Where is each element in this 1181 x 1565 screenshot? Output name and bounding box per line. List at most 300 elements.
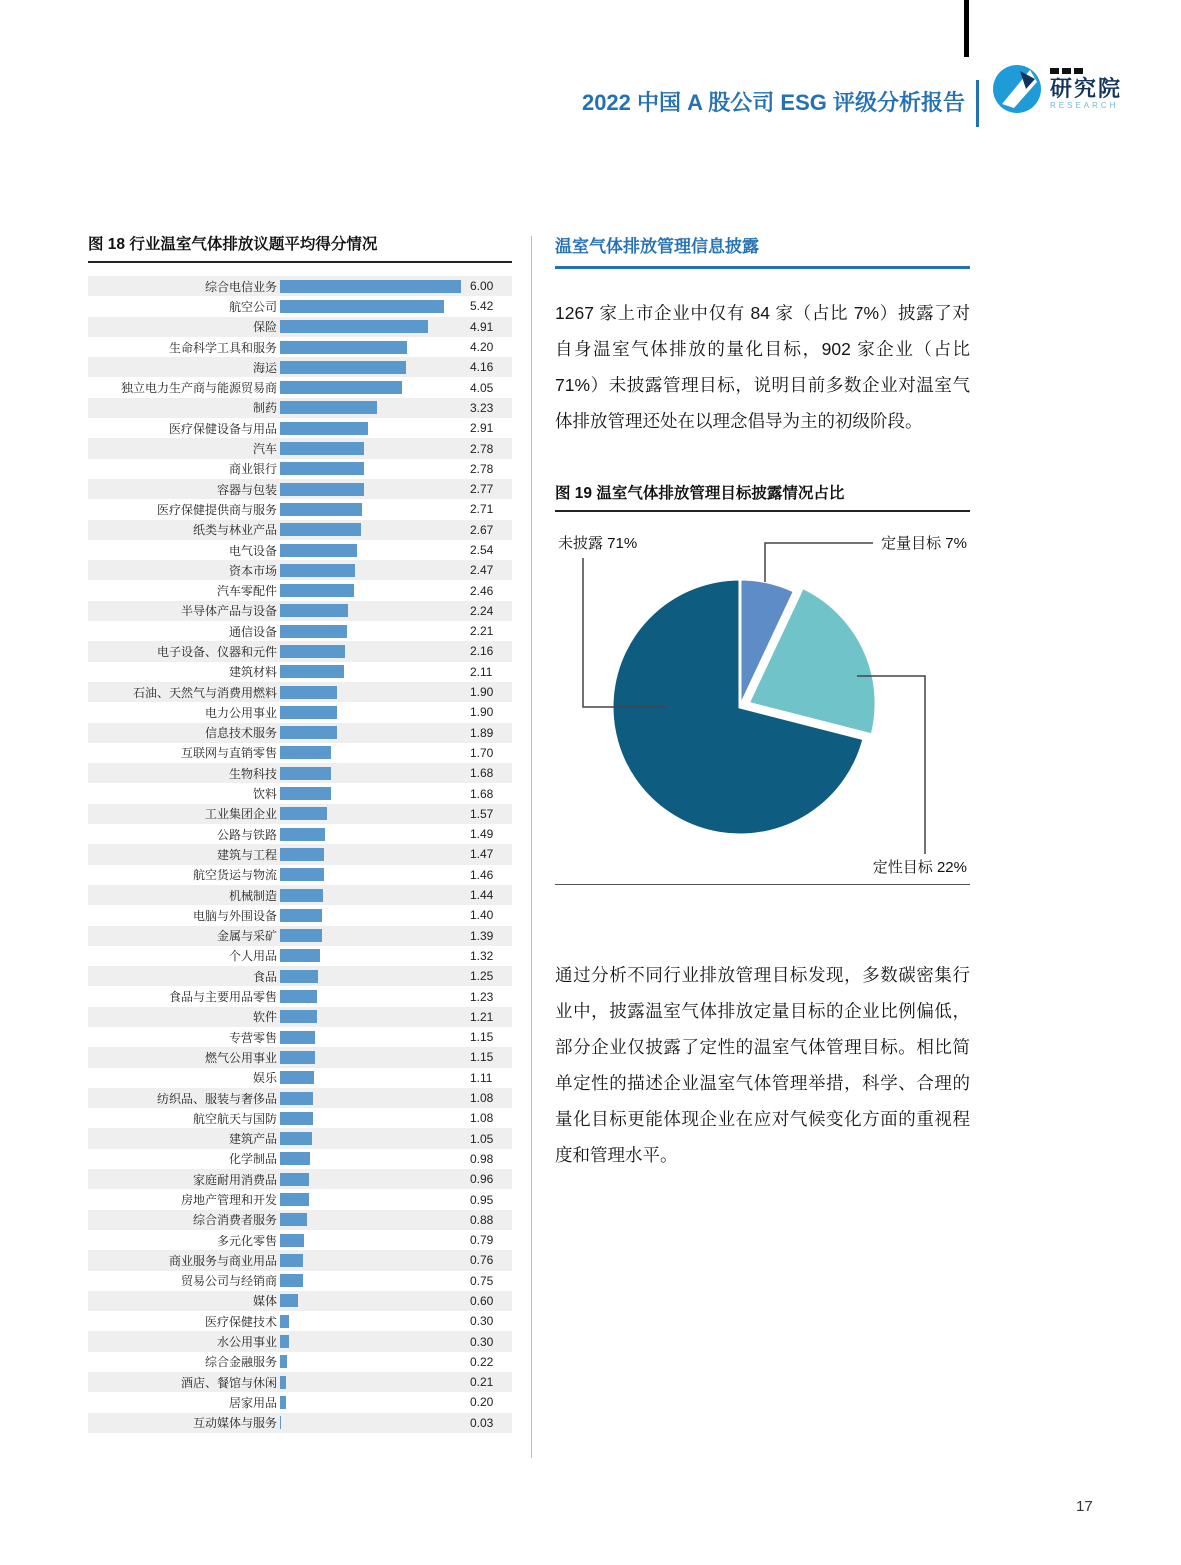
bar-category-label: 建筑材料 [228,665,277,680]
bar-category-label: 商业银行 [228,462,277,477]
bar-value: 1.68 [470,766,494,781]
bar-value: 2.77 [470,482,494,497]
bar [280,381,402,394]
logo-decorative-bars [1050,68,1122,74]
bar-value: 1.08 [470,1111,494,1126]
bar-category-label: 互联网与直销零售 [180,746,277,761]
bar-value: 4.05 [470,380,494,395]
bar-value: 1.49 [470,827,494,842]
header-divider [976,80,979,127]
bar-value: 2.78 [470,461,494,476]
bar-row [88,499,512,519]
page-number: 17 [1076,1498,1093,1515]
bar-row [88,1088,512,1108]
bar-category-label: 独立电力生产商与能源贸易商 [120,381,277,396]
bar-row [88,1169,512,1189]
bar-value: 1.08 [470,1091,494,1106]
bar-category-label: 保险 [252,320,277,335]
bar [280,787,331,800]
bar-value: 1.68 [470,786,494,801]
bar-track [280,1396,470,1409]
bar-row [88,377,512,397]
bar-track [280,584,470,597]
bar-category-label: 专营零售 [228,1030,277,1045]
bar-value: 1.47 [470,847,494,862]
bar-value: 2.11 [470,664,493,679]
bar-category-label: 综合消费者服务 [192,1213,277,1228]
logo-text [1050,68,1122,110]
bar-row [88,743,512,763]
bar [280,1071,314,1084]
bar-row [88,865,512,885]
bar-track [280,1376,470,1389]
bar-value: 1.89 [470,725,494,740]
bar-track [280,1132,470,1145]
paragraph-analysis: 通过分析不同行业排放管理目标发现，多数碳密集行业中，披露温室气体排放定量目标的企业比例偏低，部分企业仅披露了定性的温室气体管理目标。相比简单定性的描述企业温室气体管理举措，科学、合理的量化目标更能体现企业在应对气候变化方面的重视程度和管理水平。 [555,965,970,1165]
bar-category-label: 建筑与工程 [216,847,277,862]
bar-value: 1.40 [470,908,494,923]
bar [280,442,364,455]
bar-value: 1.90 [470,705,494,720]
bar-track [280,1092,470,1105]
bar-track [280,1173,470,1186]
bar [280,1355,287,1368]
bar [280,1294,298,1307]
bar-category-label: 工业集团企业 [204,807,277,822]
bar-value: 1.39 [470,928,494,943]
bar-value: 1.21 [470,1009,494,1024]
bar-track [280,746,470,759]
bar-value: 2.21 [470,624,494,639]
bar-row [88,1372,512,1392]
bar [280,889,323,902]
bar [280,1213,307,1226]
bar-row [88,1271,512,1291]
bar-category-label: 电力公用事业 [204,705,277,720]
bar-track [280,1152,470,1165]
bar [280,868,324,881]
bar-track [280,564,470,577]
bar [280,503,362,516]
label-qualitative: 定性目标 22% [872,859,967,876]
bar-track [280,1355,470,1368]
bar-category-label: 医疗保健提供商与服务 [156,502,277,517]
bar-value: 1.15 [470,1030,494,1045]
bar-track [280,422,470,435]
bar-category-label: 航空货运与物流 [192,868,277,883]
bar [280,1152,310,1165]
bar-track [280,1335,470,1348]
bar-row [88,1007,512,1027]
right-column [555,232,970,1173]
bar [280,1335,289,1348]
bar-row [88,763,512,783]
bar-track [280,1234,470,1247]
bar-category-label: 石油、天然气与消费用燃料 [132,685,277,700]
bar-track [280,442,470,455]
bar-value: 2.91 [470,421,494,436]
bar [280,1031,315,1044]
bar-value: 0.60 [470,1293,494,1308]
bar-track [280,787,470,800]
bar-track [280,1254,470,1267]
bar-value: 2.24 [470,603,494,618]
bar-category-label: 互动媒体与服务 [192,1416,277,1431]
bar-value: 2.54 [470,543,494,557]
bar-value: 2.67 [470,522,494,537]
bar-category-label: 通信设备 [228,624,277,639]
bar-value: 0.75 [470,1273,494,1288]
bar-row [88,621,512,641]
label-quantitative: 定量目标 7% [881,535,967,552]
bar [280,564,355,577]
bar-value: 0.03 [470,1415,494,1430]
bar-row [88,438,512,458]
bar-track [280,949,470,962]
bar [280,807,327,820]
bar-category-label: 娱乐 [252,1071,277,1086]
bar-track [280,848,470,861]
bar-category-label: 航空公司 [228,299,277,314]
bar-row [88,276,512,296]
bar [280,746,331,759]
bar-category-label: 信息技术服务 [204,726,277,741]
bar [280,665,344,678]
bar-row [88,702,512,722]
bar-category-label: 电子设备、仪器和元件 [156,644,277,659]
bar-row [88,926,512,946]
bar-value: 0.96 [470,1172,494,1187]
column-divider [531,236,532,1458]
bar-value: 4.20 [470,340,494,355]
bar-row [88,946,512,966]
bar [280,300,444,313]
bar-category-label: 电气设备 [228,543,277,558]
bar-track [280,341,470,354]
bar [280,604,348,617]
bar-row [88,824,512,844]
bar-value: 3.23 [470,400,494,415]
bar-category-label: 海运 [252,360,277,375]
bar [280,1416,281,1429]
bar-value: 6.00 [470,279,494,294]
bar-category-label: 综合金融服务 [204,1355,277,1370]
bar-track [280,686,470,699]
bar-track [280,1031,470,1044]
bar-category-label: 个人用品 [228,949,277,964]
bar-value: 0.98 [470,1151,494,1166]
bar-category-label: 医疗保健技术 [204,1314,277,1329]
bar-track [280,604,470,617]
bar-value: 0.20 [470,1395,494,1410]
bar-value: 1.46 [470,867,494,882]
bar [280,280,461,293]
bar-value: 2.71 [470,502,494,517]
bar-category-label: 建筑产品 [228,1132,277,1147]
bar [280,544,357,557]
bar-row [88,296,512,316]
bar-category-label: 容器与包装 [216,482,277,497]
bar [280,909,322,922]
bar-category-label: 燃气公用事业 [204,1050,277,1065]
bar [280,990,317,1003]
bar-row [88,966,512,986]
bar-track [280,1274,470,1287]
bar-row [88,723,512,743]
bar-category-label: 金属与采矿 [216,929,277,944]
bar-value: 0.30 [470,1334,494,1349]
bar [280,686,337,699]
label-no-disclosure: 未披露 71% [558,535,638,552]
figure19-title: 图 19 温室气体排放管理目标披露情况占比 [555,481,970,512]
figure18-section [88,232,512,1433]
bar-category-label: 公路与铁路 [216,827,277,842]
pie-chart [555,516,970,884]
bar-row [88,560,512,580]
bar-row [88,1047,512,1067]
bar-row [88,804,512,824]
bar-value: 2.47 [470,563,494,578]
pie-chart-area [555,516,970,885]
bar-track [280,625,470,638]
bar-value: 1.44 [470,888,494,903]
bar-track [280,929,470,942]
bar-chart [88,276,512,1433]
bar-category-label: 机械制造 [228,888,277,903]
bar-category-label: 多元化零售 [216,1233,277,1248]
bar [280,645,345,658]
bar [280,949,320,962]
logo-name: 研究院 [1050,75,1123,101]
bar-track [280,320,470,333]
bar-track [280,909,470,922]
bar [280,1112,313,1125]
bar [280,1173,309,1186]
bar-row [88,418,512,438]
bar-track [280,1416,470,1429]
bar-category-label: 酒店、餐馆与休闲 [180,1375,277,1390]
bar [280,422,368,435]
bar-row [88,682,512,702]
bar [280,828,325,841]
bar-row [88,1291,512,1311]
bar-value: 0.76 [470,1253,494,1268]
bar-value: 5.42 [470,299,494,314]
bar-category-label: 商业服务与商业用品 [168,1253,277,1268]
bar-row [88,580,512,600]
bar-track [280,767,470,780]
bar-row [88,662,512,682]
bar-row [88,1311,512,1331]
bar-track [280,462,470,475]
bar-track [280,544,470,557]
bar-track [280,1112,470,1125]
bar-track [280,483,470,496]
bar-category-label: 航空航天与国防 [192,1111,277,1126]
bar-value: 4.91 [470,319,494,334]
bar [280,361,406,374]
bar-value: 1.23 [470,989,494,1004]
bar-value: 0.21 [470,1375,494,1390]
bar-row [88,783,512,803]
bar [280,970,318,983]
bar-value: 2.16 [470,644,494,659]
bar [280,1396,286,1409]
bar-track [280,1213,470,1226]
bar-track [280,1051,470,1064]
bar [280,726,337,739]
bar-track [280,503,470,516]
bar-track [280,970,470,983]
paragraph-disclosure: 1267 家上市企业中仅有 84 家（占比 7%）披露了对自身温室气体排放的量化目标，902 家企业（占比 71%）未披露管理目标，说明目前多数企业对温室气体排放管理还处在以理念倡导为主的初级阶段。 [555,303,970,431]
bar-track [280,990,470,1003]
bar-track [280,889,470,902]
bar-value: 1.57 [470,806,494,821]
bar-category-label: 资本市场 [228,563,277,578]
bar-category-label: 汽车零配件 [216,584,277,599]
bar-category-label: 半导体产品与设备 [180,604,277,619]
bar-category-label: 食品 [252,969,277,984]
bar-track [280,1315,470,1328]
bar-row [88,1027,512,1047]
bar-category-label: 化学制品 [228,1152,277,1167]
bar-row [88,1210,512,1230]
bar-category-label: 纸类与林业产品 [192,523,277,538]
bar-row [88,520,512,540]
bar [280,1376,286,1389]
bar-value: 2.78 [470,441,494,456]
bar-value: 1.25 [470,969,494,984]
bar-category-label: 电脑与外围设备 [192,908,277,923]
bar-row [88,1230,512,1250]
bar-value: 1.15 [470,1050,494,1065]
bar-row [88,337,512,357]
bar [280,1092,313,1105]
bar-track [280,280,470,293]
bar [280,1274,303,1287]
bar-track [280,807,470,820]
bar-track [280,828,470,841]
bar-value: 0.79 [470,1233,494,1248]
bar [280,1254,303,1267]
logo [990,62,1122,116]
bar-category-label: 制药 [252,401,277,416]
bar-row [88,1149,512,1169]
bar-track [280,401,470,414]
bar-row [88,1352,512,1372]
bar-row [88,357,512,377]
bar-track [280,300,470,313]
bar-row [88,1128,512,1148]
bar-category-label: 饮料 [252,787,277,802]
bar-row [88,479,512,499]
bar-value: 4.16 [470,360,494,375]
bar-row [88,540,512,560]
bar-value: 1.05 [470,1131,494,1146]
bar-track [280,868,470,881]
bar-category-label: 居家用品 [228,1395,277,1410]
bar-value: 0.22 [470,1354,494,1369]
bar-row [88,1331,512,1351]
bar [280,462,364,475]
figure19-section [555,481,970,885]
bar-row [88,1068,512,1088]
bar [280,1010,317,1023]
section-title: 温室气体排放管理信息披露 [555,232,970,269]
bar-row [88,459,512,479]
bar-value: 0.30 [470,1314,494,1329]
bar-category-label: 软件 [252,1010,277,1025]
bar-row [88,905,512,925]
bar-value: 2.46 [470,583,494,598]
bar-row [88,885,512,905]
bar-row [88,844,512,864]
bar-track [280,381,470,394]
bar-track [280,665,470,678]
bar-row [88,601,512,621]
figure18-title: 图 18 行业温室气体排放议题平均得分情况 [88,232,512,263]
bar-value: 1.32 [470,948,494,963]
bar-category-label: 贸易公司与经销商 [180,1274,277,1289]
bar-category-label: 食品与主要用品零售 [168,990,277,1005]
bar [280,625,347,638]
bar-category-label: 水公用事业 [216,1335,277,1350]
bar-category-label: 综合电信业务 [204,279,277,294]
bar-category-label: 纺织品、服装与奢侈品 [156,1091,277,1106]
bar-category-label: 媒体 [252,1294,277,1309]
bar-track [280,1294,470,1307]
bar-track [280,706,470,719]
bar-value: 1.70 [470,745,494,760]
bar-value: 1.11 [470,1070,493,1085]
bar [280,1193,309,1206]
bar-value: 0.88 [470,1212,494,1227]
bar [280,584,354,597]
bar-row [88,986,512,1006]
bar-value: 1.90 [470,685,494,700]
bar [280,1051,315,1064]
bar [280,401,377,414]
bar-category-label: 房地产管理和开发 [180,1193,277,1207]
bar [280,848,324,861]
bar-row [88,398,512,418]
bar-category-label: 生命科学工具和服务 [168,340,277,355]
bar-row [88,317,512,337]
bar-track [280,1010,470,1023]
bar-row [88,1189,512,1209]
bar-category-label: 家庭耐用消费品 [192,1172,277,1187]
bar [280,929,322,942]
bar-category-label: 汽车 [252,442,277,457]
bar-value: 0.95 [470,1192,494,1207]
bar-track [280,361,470,374]
bar [280,767,331,780]
bar-track [280,645,470,658]
bar-category-label: 生物科技 [228,766,277,781]
bar [280,1234,304,1247]
bar-track [280,523,470,536]
bar [280,483,364,496]
bar-row [88,1108,512,1128]
bar-row [88,1250,512,1270]
bar [280,320,428,333]
leader-line-quantitative [765,543,873,582]
bar [280,523,361,536]
bar-track [280,1193,470,1206]
bar [280,706,337,719]
bar-track [280,1071,470,1084]
bar-row [88,1392,512,1412]
